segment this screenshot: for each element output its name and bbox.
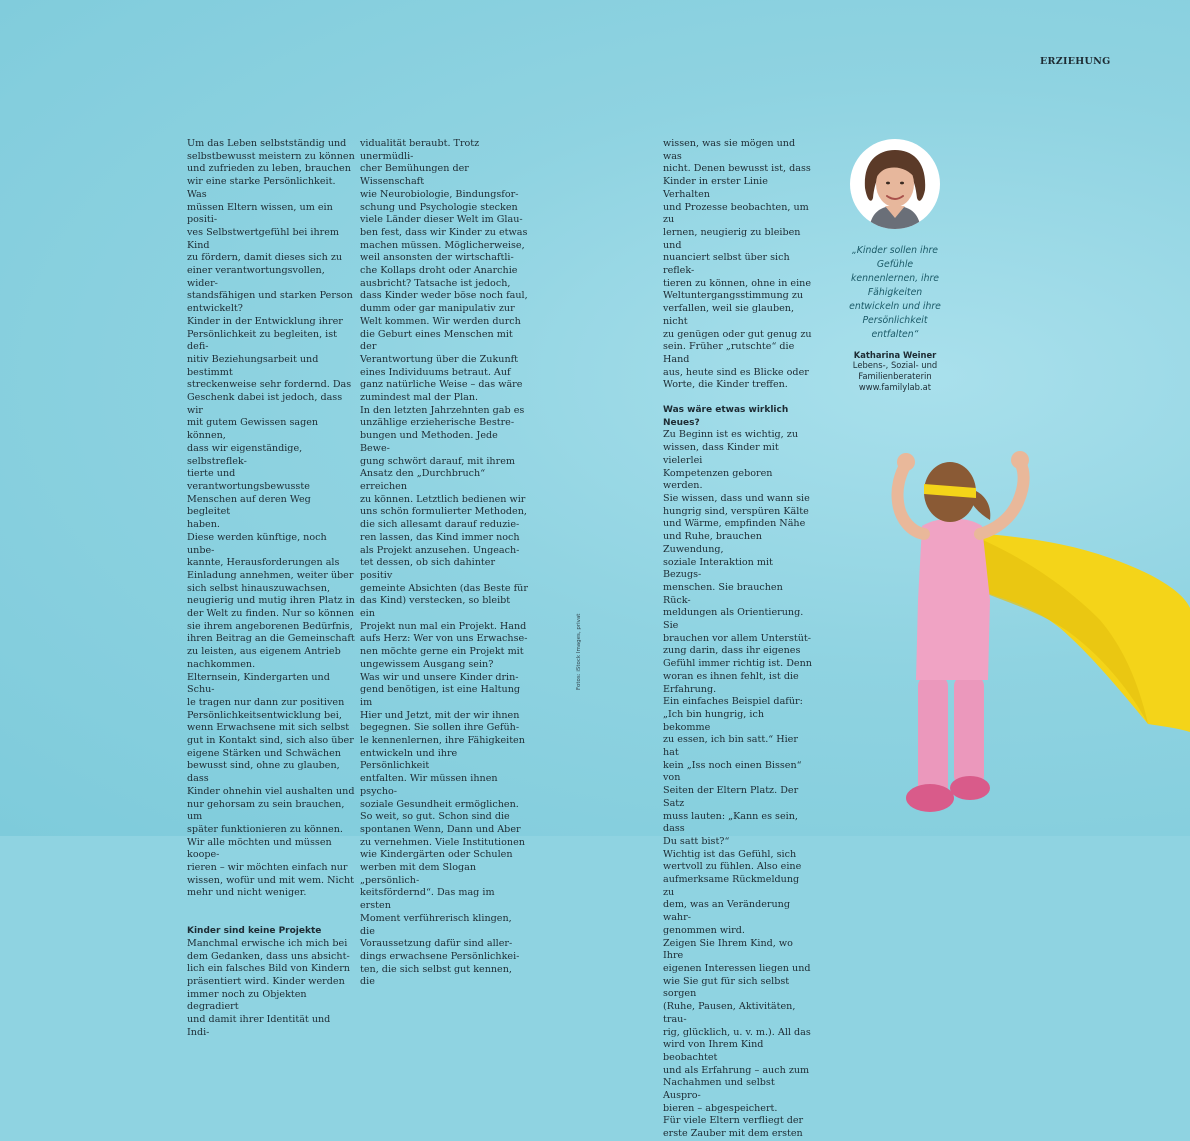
paragraph: Manchmal erwische ich mich bei dem Gedanken, dass uns absicht- lich ein falsches Bild von Kindern präsentiert wird. Kinder werden immer noch zu Objekten degradiert und damit ihrer Identität und Indi- bbox=[187, 937, 350, 1038]
paragraph: Zeigen Sie Ihrem Kind, wo Ihre eigenen Interessen liegen und wie Sie gut für sich selbst sorgen (Ruhe, Pausen, Aktivitäten, trau- rig, glücklich, u. v. m.). All das wird von Ihrem Kind beobachtet und als Erfahrung – auch zum Nachahmen und selbst Auspro- bieren – abgespeichert. bbox=[663, 937, 811, 1114]
paragraph: Elternsein, Kindergarten und Schu- le tragen nur dann zur positiven Persönlichkeitsentwicklung bei, wenn Erwachsene mit sich selbst gut in Kontakt sind, sich also über eigene Stärken und Schwächen bewusst sind, ohne zu glauben, dass Kinder ohnehin viel aushalten und nur gehorsam zu sein brauchen, um später funktionieren zu können. bbox=[187, 671, 355, 835]
article-column-1 bbox=[187, 138, 355, 1040]
author-name: Katharina Weiner bbox=[853, 350, 937, 360]
superhero-girl-photo bbox=[860, 440, 1190, 836]
section-label: ERZIEHUNG bbox=[1040, 56, 1111, 67]
paragraph: In den letzten Jahrzehnten gab es unzählige erzieherische Bestre- bungen und Methoden. Jede Bewe- gung schwört darauf, mit ihrem Ansatz den „Durchbruch“ erreichen zu können. Letztlich bedienen wir uns schön formulierter Methoden, die sich allesamt darauf reduzie- ren lassen, das Kind immer noch als Projekt anzusehen. Ungeach- tet dessen, ob sich dahinter positiv gemeinte Absichten (das Beste für das Kind) verstecken, so bleibt ein Projekt nun mal ein Projekt. Hand aufs Herz: Wer von uns Erwachse- nen möchte gerne ein Projekt mit ungewissem Ausgang sein? bbox=[360, 404, 528, 670]
subheading: Kinder sind keine Projekte bbox=[187, 926, 322, 937]
article-column-2 bbox=[360, 138, 528, 989]
paragraph: Wichtig ist das Gefühl, sich wertvoll zu fühlen. Also eine aufmerksame Rückmeldung zu dem, was an Veränderung wahr- genommen wird. bbox=[663, 848, 802, 936]
subheading: Was wäre etwas wirklich Neues? bbox=[663, 405, 789, 428]
author-portrait bbox=[849, 138, 941, 230]
paragraph: Zu Beginn ist es wichtig, zu wissen, dass Kinder mit vielerlei Kompetenzen geboren werden. Sie wissen, dass und wann sie hungrig sind, verspüren Kälte und Wärme, empfinden Nähe und Ruhe, brauchen Zuwendung, soziale Interaktion mit Bezugs- menschen. Sie brauchen Rück- meldungen als Orientierung. Sie brauchen vor allem Unterstüt- zung darin, dass ihr eigenes Gefühl immer richtig ist. Denn woran es ihnen fehlt, ist die Erfahrung. bbox=[663, 429, 812, 695]
paragraph: Um das Leben selbstständig und selbstbewusst meistern zu können und zufrieden zu leben, brauchen wir eine starke Persönlichkeit. Was müssen Eltern wissen, um ein positi- ves Selbstwertgefühl bei ihrem Kind zu fördern, damit dieses sich zu einer verantwortungsvollen, wider- standsfähigen und starken Person entwickelt? bbox=[187, 138, 355, 315]
author-info: Lebens-, Sozial- und Familienberaterin www.familylab.at bbox=[852, 360, 938, 392]
paragraph: Was wir und unsere Kinder drin- gend benötigen, ist eine Haltung im Hier und Jetzt, mit der wir ihnen begegnen. Sie sollen ihre Gefüh- le kennenlernen, ihre Fähigkeiten entwickeln und ihre Persönlichkeit entfalten. Wir müssen ihnen psycho- soziale Gesundheit ermöglichen. bbox=[360, 671, 525, 810]
pull-quote: „Kinder sollen ihre Gefühle kennenlernen, ihre Fähigkeiten entwickeln und ihre Persönlichkeit entfalten“ bbox=[849, 245, 941, 340]
paragraph: Diese werden künftige, noch unbe- kannte, Herausforderungen als Einladung annehmen, weiter über sich selbst hinauszuwachsen, neugierig und mutig ihren Platz in der Welt zu finden. Nur so können sie ihrem angeborenen Bedürfnis, ihren Beitrag an die Gemeinschaft zu leisten, aus eigenem Antrieb nachkommen. bbox=[187, 531, 355, 670]
paragraph: Für viele Eltern verfliegt der erste Zauber mit dem ersten bbox=[663, 1115, 804, 1140]
pull-quote-box bbox=[836, 132, 954, 393]
paragraph: So weit, so gut. Schon sind die spontanen Wenn, Dann und Aber zu vernehmen. Viele Institutionen wie Kindergärten oder Schulen werben mit dem Slogan „persönlich- keitsfördernd“. Das mag im ersten Moment verführerisch klingen, die Voraussetzung dafür sind aller- dings erwachsene Persönlichkei- ten, die sich selbst gut kennen, die bbox=[360, 811, 525, 988]
photo-credit: Fotos: iStock Images, privat bbox=[576, 613, 582, 690]
paragraph: Ein einfaches Beispiel dafür: „Ich bin hungrig, ich bekomme zu essen, ich bin satt.“ Hier hat kein „Iss noch einen Bissen“ von Seiten der Eltern Platz. Der Satz muss lauten: „Kann es sein, dass Du satt bist?“ bbox=[663, 696, 803, 847]
paragraph: Wir alle möchten und müssen koope- rieren – wir möchten einfach nur wissen, wofür und mit wem. Nicht mehr und nicht weniger. bbox=[187, 836, 355, 899]
paragraph: wissen, was sie mögen und was nicht. Denen bewusst ist, dass Kinder in erster Linie Verhalten und Prozesse beobachten, um zu lernen, neugierig zu bleiben und nuanciert selbst über sich reflek- tieren zu können, ohne in eine Weltuntergangsstimmung zu verfallen, weil sie glauben, nicht zu genügen oder gut genug zu sein. Früher „rutschte“ die Hand aus, heute sind es Blicke oder Worte, die Kinder treffen. bbox=[663, 138, 812, 391]
paragraph: Kinder in der Entwicklung ihrer Persönlichkeit zu begleiten, ist defi- nitiv Beziehungsarbeit und bestimmt streckenweise sehr fordernd. Das Geschenk dabei ist jedoch, dass wir mit gutem Gewissen sagen können, dass wir eigenständige, selbstreflek- tierte und verantwortungsbewusste Menschen auf deren Weg begleitet haben. bbox=[187, 315, 352, 531]
paragraph: vidualität beraubt. Trotz unermüdli- cher Bemühungen der Wissenschaft wie Neurobiologie, Bindungsfor- schung und Psychologie stecken viele Länder dieser Welt im Glau- ben fest, dass wir Kinder zu etwas machen müssen. Möglicherweise, weil ansonsten der wirtschaftli- che Kollaps droht oder Anarchie ausbricht? Tatsache ist jedoch, dass Kinder weder böse noch faul, dumm oder gar manipulativ zur Welt kommen. Wir werden durch die Geburt eines Menschen mit der Verantwortung über die Zukunft eines Individuums betraut. Auf ganz natürliche Weise – das wäre zumindest mal der Plan. bbox=[360, 138, 528, 404]
article-column-3 bbox=[663, 138, 813, 1141]
